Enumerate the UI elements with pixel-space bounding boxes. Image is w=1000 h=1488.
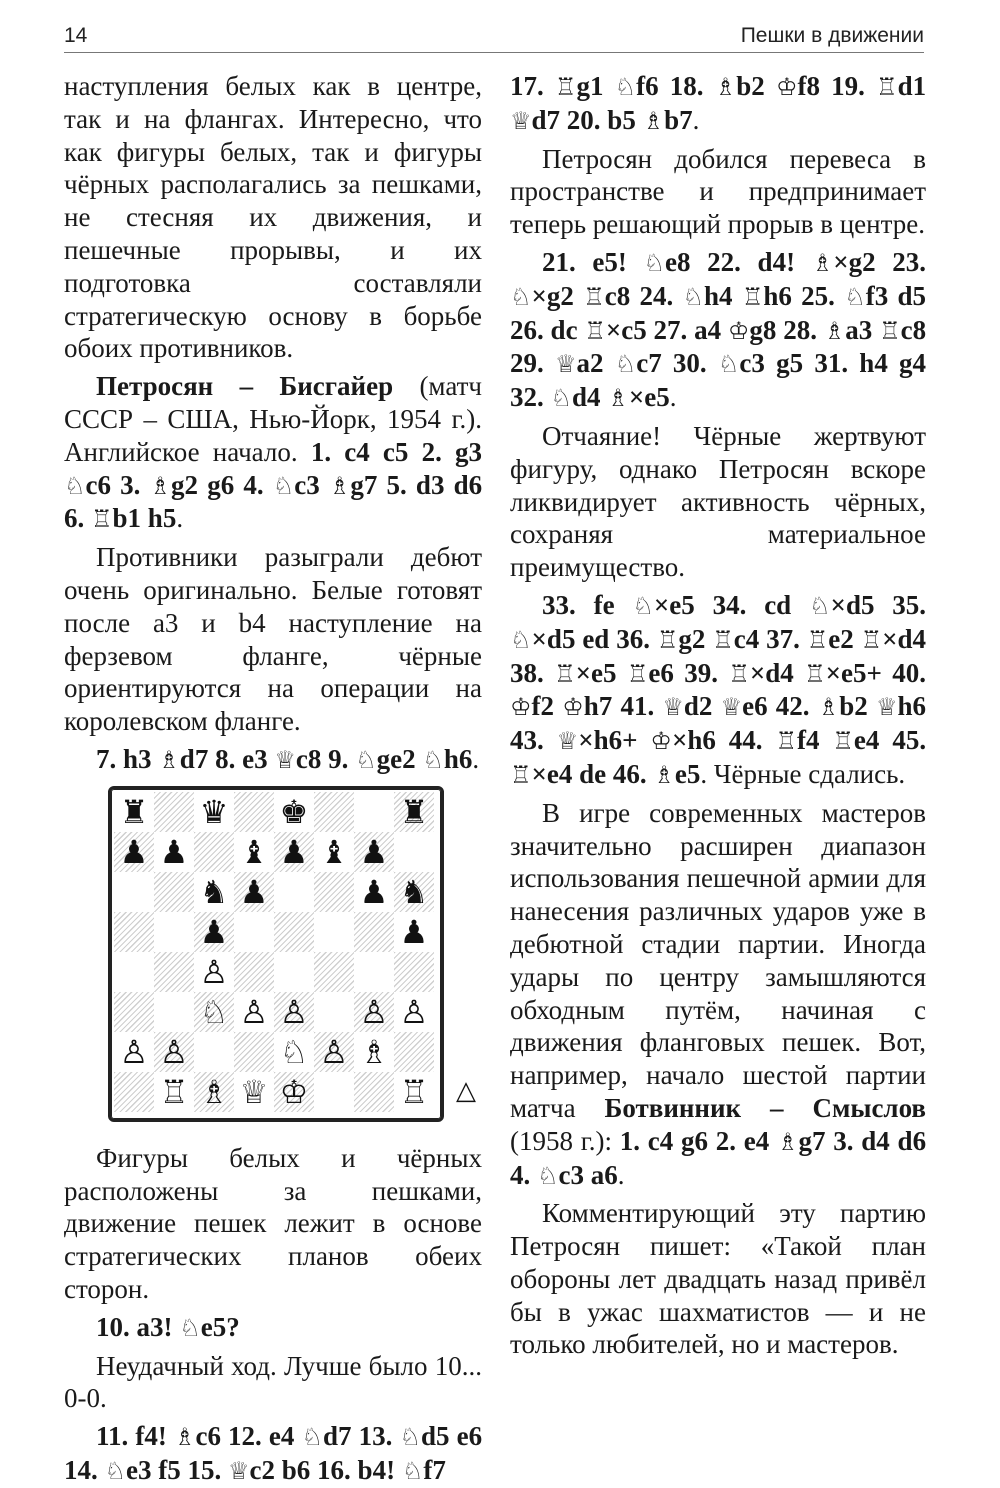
black-pawn-icon: ♟ <box>239 872 269 911</box>
board-square <box>394 952 434 992</box>
moves: 17. ♖g1 ♘f6 18. ♗b2 ♔f8 19. ♖d1 ♕d7 20. b5 ♗b7 <box>510 71 927 135</box>
black-rook-icon: ♜ <box>119 792 149 831</box>
white-pawn-icon: ♙ <box>199 952 229 991</box>
board-square <box>234 952 274 992</box>
moves: 33. fe ♘×e5 34. cd ♘×d5 35. ♘×d5 ed 36. ♖g2 ♖c4 37. ♖e2 ♖×d4 38. ♖×e5 ♖e6 39. ♖×d4 ♖×e5+ 40. ♔f2 ♔h7 41. ♕d2 ♕e6 42. ♗b2 ♕h6 43. ♕×h6+ ♔×h6 44. ♖f4 ♖e4 45. ♖×e4 de 46. ♗e5 <box>510 589 927 789</box>
punct: . <box>692 104 700 135</box>
moves: 11. f4! ♗c6 12. e4 ♘d7 13. ♘d5 e6 14. ♘e3 f5 15. ♕c2 b6 16. b4! ♘f7 <box>64 1421 483 1485</box>
paragraph: наступления белых как в центре, так и на флангах. Интересно, что как фигуры белых, так и фигуры чёрных располагались за пешками, не стесняя их движения, и пешечные прорывы, и их подготовка составляли стратегическую основу в борьбе обоих противников. <box>64 71 482 364</box>
black-pawn-icon: ♟ <box>279 832 309 871</box>
white-pawn-icon: ♙ <box>159 1032 189 1071</box>
board-square <box>154 792 194 832</box>
black-king-icon: ♚ <box>279 792 309 831</box>
paragraph: Комментирующий эту партию Петросян пишет: «Такой план обороны лет двадцать назад привёл бы в ужас шахматистов — и не только любителей, но и мастеров. <box>510 1198 926 1360</box>
black-queen-icon: ♛ <box>199 792 229 831</box>
result-text: . Чёрные сдались. <box>700 758 906 789</box>
running-title: Пешки в движении <box>740 24 924 47</box>
players: Петросян – Бисгайер <box>96 371 394 402</box>
punct: . <box>472 743 480 774</box>
board-square <box>314 1072 354 1112</box>
white-queen-icon: ♕ <box>239 1072 269 1111</box>
board-square <box>194 1032 234 1072</box>
moves-line <box>510 246 926 415</box>
chess-board <box>108 786 444 1122</box>
paragraph: Неудачный ход. Лучше было 10... 0-0. <box>64 1350 482 1414</box>
board-square <box>114 992 154 1032</box>
players: Ботвинник – Смыслов <box>604 1092 926 1123</box>
chess-diagram <box>64 786 482 1130</box>
white-king-icon: ♔ <box>279 1072 309 1111</box>
paragraph <box>510 797 926 1193</box>
board-square <box>114 1072 154 1112</box>
white-pawn-icon: ♙ <box>399 992 429 1031</box>
black-pawn-icon: ♟ <box>359 872 389 911</box>
text: В игре современных мастеров значительно расширен диапазон использования пешечной армии для нанесения различных ударов уже в дебютной стадии партии. Иногда удары по центру замышляются обходным путём, начиная с движения фланговых пешек. Вот, например, начало шестой партии матча <box>510 797 926 1123</box>
white-pawn-icon: ♙ <box>119 1032 149 1071</box>
board-square <box>114 872 154 912</box>
white-rook-icon: ♖ <box>399 1072 429 1111</box>
board-square <box>234 1032 274 1072</box>
black-pawn-icon: ♟ <box>359 832 389 871</box>
moves-line <box>64 1420 482 1488</box>
black-pawn-icon: ♟ <box>399 912 429 951</box>
black-bishop-icon: ♝ <box>319 832 349 871</box>
white-pawn-icon: ♙ <box>279 992 309 1031</box>
board-square <box>314 912 354 952</box>
moves-line <box>510 589 926 792</box>
board-square <box>154 912 194 952</box>
board-square <box>154 992 194 1032</box>
black-knight-icon: ♞ <box>399 872 429 911</box>
right-column <box>510 70 926 1361</box>
white-knight-icon: ♘ <box>279 1032 309 1071</box>
board-square <box>354 792 394 832</box>
white-knight-icon: ♘ <box>199 992 229 1031</box>
paragraph: Фигуры белых и чёрных расположены за пешками, движение пешек лежит в основе стратегических планов обеих сторон. <box>64 1142 482 1304</box>
white-pawn-icon: ♙ <box>319 1032 349 1071</box>
board-square <box>314 872 354 912</box>
event-info: (1958 г.): <box>510 1125 620 1156</box>
black-knight-icon: ♞ <box>199 872 229 911</box>
moves-line <box>510 70 926 138</box>
white-pawn-icon: ♙ <box>359 992 389 1031</box>
board-square <box>354 1072 394 1112</box>
board-square <box>274 872 314 912</box>
board-square <box>274 912 314 952</box>
board-square <box>354 952 394 992</box>
board-square <box>194 832 234 872</box>
punct: . <box>176 503 184 534</box>
black-bishop-icon: ♝ <box>239 832 269 871</box>
white-bishop-icon: ♗ <box>359 1032 389 1071</box>
moves-line <box>64 743 482 777</box>
board-square <box>154 952 194 992</box>
board-square <box>274 952 314 992</box>
page-number: 14 <box>64 24 88 47</box>
moves: 1. c4 c5 2. g3 ♘c6 3. ♗g2 g6 4. ♘c3 ♗g7 5. d3 d6 6. ♖b1 h5 <box>64 436 483 534</box>
board-square <box>114 912 154 952</box>
paragraph: Петросян добился перевеса в пространстве и предпринимает теперь решающий прорыв в центре. <box>510 143 926 240</box>
white-to-move-icon: △ <box>456 1075 476 1106</box>
board-square <box>154 872 194 912</box>
board-square <box>394 832 434 872</box>
board-square <box>354 912 394 952</box>
paragraph: Отчаяние! Чёрные жертвуют фигуру, однако Петросян вскоре ликвидирует активность чёрных, сохраняя материальное преимущество. <box>510 420 926 583</box>
punct: . <box>669 382 677 413</box>
game-intro <box>64 370 482 536</box>
board-square <box>234 912 274 952</box>
black-rook-icon: ♜ <box>399 792 429 831</box>
moves: 7. h3 ♗d7 8. e3 ♕c8 9. ♘ge2 ♘h6 <box>96 743 473 774</box>
black-pawn-icon: ♟ <box>199 912 229 951</box>
paragraph: Противники разыграли дебют очень оригинально. Белые готовят после a3 и b4 наступление на ферзевом фланге, чёрные ориентируются на операции на королевском фланге. <box>64 542 482 737</box>
board-square <box>234 792 274 832</box>
punct: . <box>617 1159 625 1190</box>
board-square <box>314 992 354 1032</box>
black-pawn-icon: ♟ <box>159 832 189 871</box>
black-pawn-icon: ♟ <box>119 832 149 871</box>
moves: 1. c4 g6 2. e4 ♗g7 3. d4 d6 4. ♘c3 a6 <box>510 1125 927 1190</box>
moves-line <box>64 1311 482 1345</box>
board-square <box>314 792 354 832</box>
board-square <box>394 1032 434 1072</box>
white-bishop-icon: ♗ <box>199 1072 229 1111</box>
moves: 10. a3! ♘e5? <box>96 1311 240 1342</box>
page-header <box>64 22 924 53</box>
white-rook-icon: ♖ <box>159 1072 189 1111</box>
event-info: (матч СССР – США, Нью-Йорк, 1954 г.). Английское начало. <box>64 371 482 467</box>
white-pawn-icon: ♙ <box>239 992 269 1031</box>
board-square <box>314 952 354 992</box>
board-square <box>114 952 154 992</box>
moves: 21. e5! ♘e8 22. d4! ♗×g2 23. ♘×g2 ♖c8 24. ♘h4 ♖h6 25. ♘f3 d5 26. dc ♖×c5 27. a4 ♔g8 28. ♗a3 ♖c8 29. ♕a2 ♘c7 30. ♘c3 g5 31. h4 g4 32. ♘d4 ♗×e5 <box>510 246 927 413</box>
left-column <box>64 70 482 1488</box>
